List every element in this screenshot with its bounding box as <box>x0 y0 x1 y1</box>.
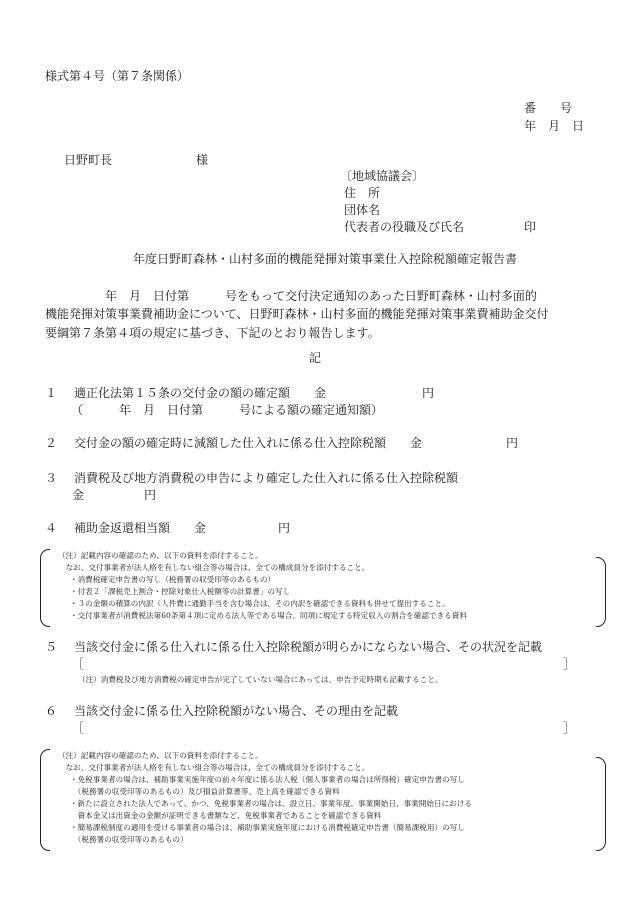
intro-line: 機能発揮対策事業費補助金について、日野町森林・山村多面的機能発揮対策事業費補助金交付 <box>45 307 549 322</box>
item-1-number: １ <box>45 386 58 400</box>
item-2-text: 交付金の額の確定時に減額した仕入れに係る仕入控除税額 金 円 <box>74 436 519 450</box>
item-5-note: （注）消費税及び地方消費税の確定申告が完了していない場合にあっては、申告予定時期も記載すること。 <box>78 675 443 684</box>
note-1-line: ・消費税確定申告書の写し（税務署の収受印等のあるもの） <box>70 575 276 584</box>
note-2-line: ・新たに設立された法人であって、かつ、免税事業者の場合は、設立日、事業年度、事業開始日、事業開始日における <box>70 799 472 808</box>
note-2-line: ・免税事業者の場合は、補助事業実施年度の前々年度に係る法人税（個人事業者の場合は所得税）確定申告書の写し <box>70 775 465 784</box>
intro-line: 要綱第７条第４項の規定に基づき、下記のとおり報告します。 <box>45 325 380 340</box>
item-1-sub: （ 年 月 日付第 号による額の確定通知額） <box>71 403 384 417</box>
item-3-number: ３ <box>45 471 58 485</box>
note-1-line: （注）記載内容の確認のため、以下の資料を添付すること。 <box>58 551 263 560</box>
note-2-line: ・簡易課税制度の適用を受ける事業者の場合は、補助事業実施年度における消費税確定申告書（簡易課税用）の写し <box>70 823 465 832</box>
item-6-open-bracket: ［ <box>72 721 85 735</box>
item-4-number: ４ <box>45 521 58 535</box>
form-number: 様式第４号（第７条関係） <box>45 69 190 83</box>
note-1-line: なお、交付事業者が法人格を有しない組合等の場合は、全ての構成員分を添付すること。 <box>58 563 370 572</box>
item-2-number: ２ <box>45 436 58 450</box>
note-1-left-bracket <box>40 549 50 627</box>
item-6-close-bracket: ］ <box>563 721 576 735</box>
ki-heading: 記 <box>309 351 322 365</box>
note-1-line: ・交付事業者が消費税法第60条第４項に定める法人等である場合、同項に規定する特定収入の割合を確認できる資料 <box>70 611 467 620</box>
item-1-text: 適正化法第１５条の交付金の額の確定額 金 円 <box>74 386 435 400</box>
representative-label: 代表者の役職及び氏名 印 <box>344 220 537 234</box>
address-label: 住 所 <box>344 186 381 200</box>
intro-line: 年 月 日付第 号をもって交付決定通知のあった日野町森林・山村多面的 <box>45 289 537 303</box>
item-5-number: ５ <box>45 640 58 654</box>
note-2-left-bracket <box>40 749 50 851</box>
note-1-right-bracket <box>596 557 606 627</box>
item-6-text: 当該交付金に係る仕入控除税額がない場合、その理由を記載 <box>74 704 399 718</box>
item-3-sub: 金 円 <box>72 488 157 502</box>
note-2-line: （注）記載内容の確認のため、以下の資料を添付すること。 <box>58 751 263 760</box>
item-3-text: 消費税及び地方消費税の申告により確定した仕入れに係る仕入控除税額 <box>74 471 459 485</box>
note-1-line: ・付表２「課税売上割合・控除対象仕入税額等の計算書」の写し <box>70 587 291 596</box>
document-title: 年度日野町森林・山村多面的機能発揮対策事業仕入控除税額確定報告書 <box>133 252 518 266</box>
org-name-label: 団体名 <box>344 203 381 217</box>
note-2-line: なお、交付事業者が法人格を有しない組合等の場合は、全ての構成員分を添付すること。 <box>58 763 370 772</box>
intro-paragraph <box>45 287 595 342</box>
item-5-open-bracket: ［ <box>72 657 85 671</box>
note-2-line: 資本金又は出資金の金額が証明できる書類など、免税事業者であることを確認できる資料 <box>70 811 382 820</box>
council-label: 〔地域協議会〕 <box>340 169 425 183</box>
date-label: 年 月 日 <box>524 119 585 133</box>
number-label: 番 号 <box>524 101 573 115</box>
note-2-right-bracket <box>596 757 606 851</box>
item-4-text: 補助金返還相当額 金 円 <box>74 521 291 535</box>
item-6-number: ６ <box>45 704 58 718</box>
note-2-line: （税務署の収受印等のあるもの） <box>70 835 188 844</box>
addressee: 日野町長 様 <box>64 153 209 167</box>
item-5-close-bracket: ］ <box>563 657 576 671</box>
note-2-line: （税務署の収受印等のあるもの）及び損益計算書等、売上高を確認できる資料 <box>70 787 340 796</box>
note-1-line: ・３の金額の積算の内訳（人件費に通勤手当を含む場合は、その内訳を確認できる資料も併せて提出すること。 <box>70 599 450 608</box>
item-5-text: 当該交付金に係る仕入れに係る仕入控除税額が明らかにならない場合、その状況を記載 <box>74 640 543 654</box>
